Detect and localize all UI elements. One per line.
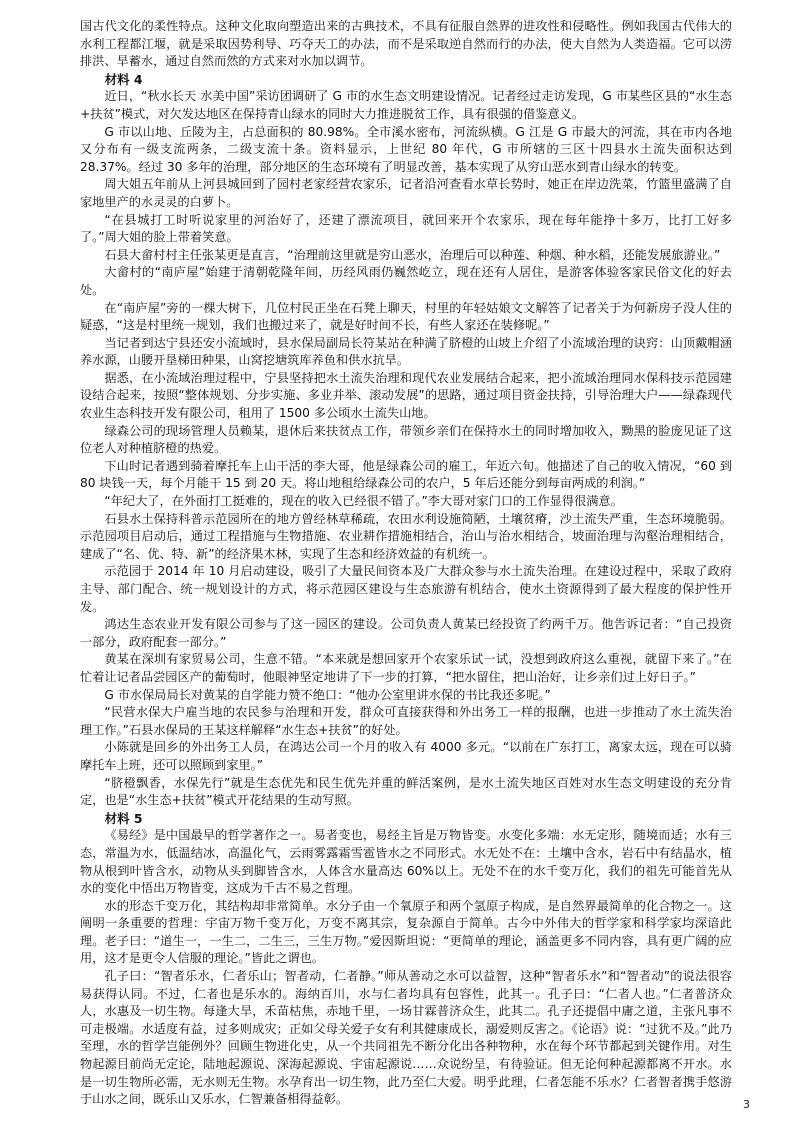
material-4-paragraph: “年纪大了，在外面打工挺难的，现在的收入已经很不错了。”李大哥对家门口的工作显得很满意。 [104,494,623,509]
material-5-body [80,827,732,1109]
material-4-paragraph: “民营水保大户雇当地的农民参与治理和开发，群众可直接获得和外出务工一样的报酬，也进一步推动了水土流失治理工作。”石县水保局的王某这样解释“水生态+扶贫”的好处。 [80,705,732,737]
material-5-paragraph: 《易经》是中国最早的哲学著作之一。易者变也，易经主旨是万物皆变。水变化多端：水无定形，随境而适；水有三态，常温为水，低温结冰，高温化气，云雨雾露霜雪雹皆水之不同形式。水无处不在：土壤中含水，岩石中有结晶水，植物从根到叶皆含水，动物从头到脚皆含水，人体含水量高达 60%以上。无处不在的水千变万化，我们的祖先可能首先从水的变化中悟出万物皆变，这成为千古不易之哲理。 [80,828,732,896]
material-4-paragraph: 绿森公司的现场管理人员赖某，退休后来扶贫点工作，带领乡亲们在保持水土的同时增加收入，黝黑的脸庞见证了这位老人对种植脐橙的热爱。 [80,423,732,456]
material-4-paragraph: G 市水保局局长对黄某的自学能力赞不绝口：“他办公室里讲水保的书比我还多呢。” [104,687,551,702]
material-4-paragraph: 下山时记者遇到骑着摩托车上山干活的李大哥，他是绿森公司的雇工，年近六旬。他描述了自己的收入情况，“60 到 80 块钱一天，每个月能干 15 到 20 天。将山地租给绿森公司的农户，5 年后还能分到每亩两成的利润。” [80,458,732,491]
material-4-paragraph: 大畲村的“南庐屋”始建于清朝乾隆年间，历经风雨仍巍然屹立，现在还有人居住，是游客体验客家民俗文化的好去处。 [80,265,732,297]
page-number: 3 [743,1098,750,1111]
document-page [80,18,732,1109]
material-4-paragraph: 黄某在深圳有家贸易公司，生意不错。“本来就是想回家开个农家乐试一试，没想到政府这么重视，就留下来了。”在忙着让记者品尝园区产的葡萄时，他眼神坚定地讲了下一步的打算，“把水留住，把山治好，让乡亲们过上好日子。” [80,652,732,684]
material-5-heading: 材料 5 [104,810,143,826]
material-4-paragraph: 石县大畲村村主任张某更是直言，“治理前这里就是穷山恶水，治理后可以种莲、种烟、种水稻，还能发展旅游业。” [104,247,721,262]
material-4-paragraph: 示范园于 2014 年 10 月启动建设，吸引了大量民间资本及广大群众参与水土流失治理。在建设过程中，采取了政府主导、部门配合、统一规划设计的方式，将示范园区建设与生态旅游有机结合，使水土资源得到了最大程度的保护性开发。 [80,564,732,614]
material-4-paragraph: G 市以山地、丘陵为主，占总面积的 80.98%。全市溪水密布，河流纵横。G 江是 G 市最大的河流，其在市内各地又分布有一级支流两条，二级支流十条。资料显示，上世纪 80 年代，G 市所辖的三区十四县水土流失面积达到 28.37%。经过 30 多年的治理，部分地区的生态环境有了明显改善，基本实现了从穷山恶水到青山绿水的转变。 [80,124,732,174]
material-4-paragraph: 石县水土保持科普示范园所在的地方曾经林草稀疏，农田水利设施简陋，土壤贫瘠，沙土流失严重，生态环境脆弱。示范园项目启动后，通过工程措施与生物措施、农业耕作措施相结合，治山与治水相结合，坡面治理与沟壑治理相结合，建成了“名、优、特、新”的经济果木林，实现了生态和经济效益的有机统一。 [80,511,732,561]
material-4-body [80,88,732,809]
material-4-paragraph: “在县城打工时听说家里的河治好了，还建了漂流项目，就回来开个农家乐，现在每年能挣十多万，比打工好多了。”周大姐的脸上带着笑意。 [80,212,732,245]
material-4-paragraph: 鸿达生态农业开发有限公司参与了这一园区的建设。公司负责人黄某已经投资了约两千万。他告诉记者：“自己投资一部分，政府配套一部分。” [80,617,732,649]
intro-paragraph: 国古代文化的柔性特点。这种文化取向塑造出来的古典技术，不具有征服自然界的进攻性和侵略性。例如我国古代伟大的水利工程都江堰，就是采取因势利导、巧夺天工的办法，而不是采取逆自然而行的办法，使大自然为人类造福。它可以涝排洪、旱蓄水，通过自然而然的方式来对水加以调节。 [80,19,732,69]
material-4-paragraph: 当记者到达宁县还安小流域时，县水保局副局长符某站在种满了脐橙的山坡上介绍了小流域治理的诀窍：山顶戴帽涵养水源，山腰开垦梯田种果，山窝挖塘筑库养鱼和供水抗旱。 [80,335,732,368]
material-4-paragraph: 周大姐五年前从上河县城回到了园村老家经营农家乐，记者沿河查看水草长势时，她正在岸边洗菜，竹篮里盛满了自家地里产的水灵灵的白萝卜。 [80,177,732,209]
material-4-paragraph: 小陈就是回乡的外出务工人员，在鸿达公司一个月的收入有 4000 多元。“以前在广东打工，离家太远，现在可以骑摩托车上班，还可以照顾到家里。” [80,740,732,772]
material-4-paragraph: 在“南庐屋”旁的一棵大树下，几位村民正坐在石凳上聊天，村里的年轻姑娘文文解答了记者关于为何新房子没人住的疑惑，“这是村里统一规划，我们也搬过来了，就是好时间不长，有些人家还在装修呢。” [80,300,732,333]
material-4-heading: 材料 4 [104,71,143,87]
material-4-paragraph: 近日，“秋水长天 水美中国”采访团调研了 G 市的水生态文明建设情况。记者经过走访发现，G 市某些区县的“水生态+扶贫”模式，对欠发达地区在保持青山绿水的同时大力推进脱贫工作，具有很强的借鉴意义。 [80,89,732,121]
material-4-paragraph: 据悉，在小流域治理过程中，宁县坚持把水土流失治理和现代农业发展结合起来，把小流域治理同水保科技示范园建设结合起来，按照“整体规划、分步实施、多业并举、滚动发展”的思路，通过项目资金扶持，引导治理大户——绿森现代农业生态科技开发有限公司，租用了 1500 多公顷水土流失山地。 [80,370,732,421]
material-4-paragraph: “脐橙飘香，水保先行”就是生态优先和民生优先并重的鲜活案例，是水土流失地区百姓对水生态文明建设的充分肯定，也是“水生态+扶贫”模式开花结果的生动写照。 [80,775,732,808]
material-5-paragraph: 水的形态千变万化，其结构却非常简单。水分子由一个氧原子和两个氢原子构成，是自然界最简单的化合物之一。这阐明一条重要的哲理：宇宙万物千变万化，万变不离其宗，复杂源自于简单。古今中外伟大的哲学家和科学家均深谙此理。老子曰：“道生一，一生二，二生三，三生万物。”爱因斯坦说：“更简单的理论，涵盖更多不同内容，具有更广阔的应用，这才是更令人信服的理论。”皆此之谓也。 [80,898,732,966]
material-5-paragraph: 孔子曰：“智者乐水，仁者乐山；智者动，仁者静。”师从善动之水可以益智，这种“智者乐水”和“智者动”的说法很容易获得认同。不过，仁者也是乐水的。海纳百川，水与仁者均具有包容性，此其一。孔子曰：“仁者人也。”仁者普济众人，水惠及一切生物。每逢大旱，禾苗枯焦，赤地千里，一场甘霖普济众生，此其二。孔子还提倡中庸之道，主张凡事不可走极端。水适度有益，过多则成灾；正如父母关爱子女有利其健康成长，溺爱则反害之。《论语》说：“过犹不及。”此乃至理，水的哲学岂能例外？回顾生物进化史，从一个共同祖先不断分化出各种物种，水在每个环节都起到关键作用。对生物起源目前尚无定论，陆地起源说、深海起源说、宇宙起源说……众说纷呈，有待验证。但无论何种起源都离不开水。水是一切生物所必需，无水则无生物。水孕育出一切生物，此乃至仁大爱。明乎此理，仁者怎能不乐水？仁者智者携手悠游于山水之间，既乐山又乐水，仁智兼备相得益彰。 [80,969,732,1107]
